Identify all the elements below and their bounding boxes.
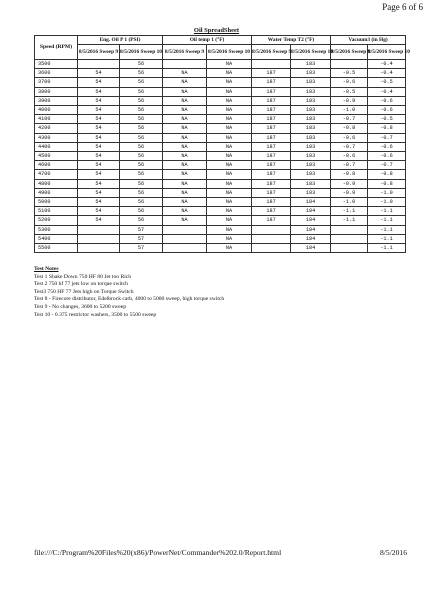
value-cell: -0.9: [331, 179, 368, 188]
value-cell: 54: [78, 115, 120, 124]
table-row: [35, 198, 406, 207]
value-cell: -0.8: [331, 170, 368, 179]
speed-cell: 4900: [35, 188, 78, 197]
value-cell: -0.8: [368, 170, 406, 179]
value-cell: [163, 225, 207, 234]
value-cell: 183: [291, 170, 331, 179]
oil-spreadsheet-table: [34, 35, 410, 253]
sub-header: 8/5/2016 Sweep 9: [163, 45, 207, 60]
value-cell: NA: [207, 225, 252, 234]
value-cell: -1.1: [368, 216, 406, 225]
value-cell: -1.0: [368, 188, 406, 197]
value-cell: NA: [207, 179, 252, 188]
value-cell: 187: [252, 179, 291, 188]
table-row: [35, 142, 406, 151]
sub-header: 8/5/2016 Sweep 10: [291, 45, 331, 60]
footer-file-path: file:///C:/Program%20Files%20(x86)/PowerNet/Commander%202.0/Report.html: [34, 548, 282, 557]
table-row: [35, 216, 406, 225]
value-cell: 183: [291, 78, 331, 87]
value-cell: NA: [207, 234, 252, 243]
value-cell: NA: [163, 96, 207, 105]
value-cell: 54: [78, 179, 120, 188]
value-cell: 187: [252, 69, 291, 78]
value-cell: [252, 225, 291, 234]
value-cell: NA: [207, 87, 252, 96]
value-cell: 183: [291, 106, 331, 115]
value-cell: 56: [120, 133, 163, 142]
value-cell: -0.8: [331, 124, 368, 133]
test-notes: [34, 266, 224, 319]
value-cell: -0.7: [331, 142, 368, 151]
value-cell: 183: [291, 161, 331, 170]
value-cell: 187: [252, 198, 291, 207]
value-cell: 56: [120, 69, 163, 78]
speed-cell: 4200: [35, 124, 78, 133]
value-cell: 184: [291, 207, 331, 216]
value-cell: 56: [120, 78, 163, 87]
value-cell: 54: [78, 207, 120, 216]
value-cell: [331, 225, 368, 234]
value-cell: NA: [163, 87, 207, 96]
table-row: [35, 234, 406, 243]
speed-cell: 3500: [35, 60, 78, 69]
value-cell: NA: [207, 115, 252, 124]
table-row: [35, 133, 406, 142]
value-cell: 183: [291, 142, 331, 151]
test-note-line: Test 2 750 hf 77 jets low on torque switch: [34, 281, 128, 288]
value-cell: NA: [207, 207, 252, 216]
speed-cell: 4600: [35, 161, 78, 170]
value-cell: [163, 60, 207, 69]
value-cell: 183: [291, 115, 331, 124]
value-cell: 187: [252, 188, 291, 197]
value-cell: 187: [252, 216, 291, 225]
value-cell: 183: [291, 60, 331, 69]
value-cell: NA: [207, 216, 252, 225]
value-cell: -1.1: [368, 234, 406, 243]
value-cell: NA: [207, 106, 252, 115]
value-cell: NA: [163, 142, 207, 151]
value-cell: 56: [120, 161, 163, 170]
table-row: [35, 106, 406, 115]
table-row: [35, 170, 406, 179]
table-row: [35, 78, 406, 87]
speed-cell: 3600: [35, 69, 78, 78]
table-row: [35, 124, 406, 133]
value-cell: -0.6: [368, 96, 406, 105]
value-cell: 57: [120, 244, 163, 253]
value-cell: NA: [207, 188, 252, 197]
value-cell: 187: [252, 87, 291, 96]
value-cell: 183: [291, 124, 331, 133]
value-cell: 54: [78, 96, 120, 105]
value-cell: NA: [163, 216, 207, 225]
value-cell: NA: [207, 198, 252, 207]
value-cell: -1.0: [331, 106, 368, 115]
value-cell: [252, 244, 291, 253]
table-row: [35, 161, 406, 170]
value-cell: 56: [120, 152, 163, 161]
speed-cell: 3900: [35, 96, 78, 105]
footer-date: 8/5/2016: [379, 548, 407, 557]
value-cell: 56: [120, 179, 163, 188]
value-cell: NA: [207, 161, 252, 170]
value-cell: NA: [163, 152, 207, 161]
value-cell: -0.4: [368, 69, 406, 78]
value-cell: 184: [291, 216, 331, 225]
value-cell: [252, 234, 291, 243]
value-cell: -0.5: [368, 115, 406, 124]
value-cell: -1.1: [368, 207, 406, 216]
value-cell: NA: [207, 142, 252, 151]
value-cell: 187: [252, 161, 291, 170]
table-row: [35, 87, 406, 96]
value-cell: -0.6: [331, 152, 368, 161]
value-cell: 183: [291, 96, 331, 105]
sub-header: 8/5/2016 Sweep 9: [331, 45, 368, 60]
value-cell: NA: [163, 170, 207, 179]
value-cell: 187: [252, 96, 291, 105]
value-cell: 54: [78, 161, 120, 170]
value-cell: 56: [120, 188, 163, 197]
value-cell: -0.5: [331, 69, 368, 78]
group-header-oil-temp: Oil temp 1 (°F): [163, 36, 252, 45]
value-cell: NA: [207, 170, 252, 179]
value-cell: NA: [163, 188, 207, 197]
speed-cell: 4300: [35, 133, 78, 142]
value-cell: NA: [163, 115, 207, 124]
table-row: [35, 152, 406, 161]
value-cell: 54: [78, 87, 120, 96]
value-cell: -0.6: [368, 142, 406, 151]
speed-cell: 5000: [35, 198, 78, 207]
value-cell: 56: [120, 142, 163, 151]
value-cell: -1.1: [368, 225, 406, 234]
value-cell: -0.6: [331, 78, 368, 87]
value-cell: 184: [291, 244, 331, 253]
value-cell: NA: [163, 133, 207, 142]
speed-cell: 5500: [35, 244, 78, 253]
value-cell: [78, 60, 120, 69]
value-cell: 54: [78, 142, 120, 151]
value-cell: -0.5: [331, 87, 368, 96]
value-cell: 187: [252, 124, 291, 133]
sub-header: 8/5/2016 Sweep 9: [78, 45, 120, 60]
speed-cell: 5300: [35, 225, 78, 234]
group-header-oil-pressure: Eng. Oil P 1 (PSI): [78, 36, 163, 45]
value-cell: NA: [207, 244, 252, 253]
value-cell: NA: [207, 78, 252, 87]
value-cell: 56: [120, 216, 163, 225]
value-cell: [78, 234, 120, 243]
value-cell: NA: [207, 60, 252, 69]
value-cell: 56: [120, 87, 163, 96]
speed-cell: 4100: [35, 115, 78, 124]
value-cell: 187: [252, 142, 291, 151]
value-cell: -0.6: [331, 133, 368, 142]
value-cell: 56: [120, 115, 163, 124]
value-cell: -0.6: [368, 152, 406, 161]
value-cell: NA: [163, 198, 207, 207]
group-header-vacuum: Vacuum3 (in Hg): [331, 36, 406, 45]
value-cell: 183: [291, 69, 331, 78]
test-note-line: Test 1 Shake Down 750 HF 80 Jet too Rich: [34, 273, 132, 280]
speed-cell: 3800: [35, 87, 78, 96]
value-cell: 183: [291, 179, 331, 188]
value-cell: -0.4: [368, 87, 406, 96]
value-cell: 56: [120, 198, 163, 207]
speed-cell: 4800: [35, 179, 78, 188]
value-cell: NA: [207, 124, 252, 133]
value-cell: 184: [291, 234, 331, 243]
value-cell: 184: [291, 198, 331, 207]
value-cell: -0.7: [368, 161, 406, 170]
value-cell: 54: [78, 152, 120, 161]
test-notes-heading: Test Notes: [34, 266, 59, 272]
table-row: [35, 96, 406, 105]
value-cell: NA: [163, 106, 207, 115]
value-cell: 54: [78, 133, 120, 142]
value-cell: 56: [120, 96, 163, 105]
value-cell: NA: [207, 152, 252, 161]
value-cell: 187: [252, 133, 291, 142]
value-cell: 184: [291, 225, 331, 234]
value-cell: [163, 234, 207, 243]
value-cell: 187: [252, 170, 291, 179]
sheet-title: Oil SpreadSheet: [193, 27, 240, 34]
value-cell: 187: [252, 207, 291, 216]
value-cell: -0.4: [368, 60, 406, 69]
value-cell: NA: [163, 207, 207, 216]
value-cell: 54: [78, 170, 120, 179]
value-cell: 56: [120, 207, 163, 216]
value-cell: NA: [163, 179, 207, 188]
value-cell: -0.7: [331, 115, 368, 124]
test-note-line: Test 9 - No changes, 3600 to 5200 sweep: [34, 303, 127, 310]
speed-cell: 3700: [35, 78, 78, 87]
speed-cell: 5100: [35, 207, 78, 216]
test-note-line: Test 8 - Firecore distributor, Edelbrock carb, 4000 to 5000 sweep, high torque switch: [34, 296, 225, 303]
value-cell: 54: [78, 216, 120, 225]
table-row: [35, 60, 406, 69]
speed-cell: 4700: [35, 170, 78, 179]
value-cell: 183: [291, 133, 331, 142]
value-cell: -1.0: [331, 198, 368, 207]
value-cell: 54: [78, 69, 120, 78]
speed-cell: 5400: [35, 234, 78, 243]
value-cell: -1.1: [368, 244, 406, 253]
value-cell: [163, 244, 207, 253]
value-cell: -0.9: [331, 96, 368, 105]
value-cell: NA: [207, 69, 252, 78]
value-cell: -1.1: [331, 216, 368, 225]
value-cell: 187: [252, 106, 291, 115]
value-cell: -1.1: [331, 207, 368, 216]
value-cell: 183: [291, 152, 331, 161]
value-cell: 56: [120, 124, 163, 133]
test-note-line: Test3 750 HF 77 Jets high on Torque Switch: [34, 288, 134, 295]
value-cell: 54: [78, 106, 120, 115]
value-cell: NA: [163, 78, 207, 87]
value-cell: [331, 60, 368, 69]
value-cell: 183: [291, 188, 331, 197]
speed-cell: 4500: [35, 152, 78, 161]
sub-header: 8/5/2016 Sweep 10: [207, 45, 252, 60]
speed-cell: 4000: [35, 106, 78, 115]
value-cell: -0.8: [368, 124, 406, 133]
value-cell: -0.5: [368, 78, 406, 87]
sub-header: 8/5/2016 Sweep 9: [252, 45, 291, 60]
value-cell: 56: [120, 106, 163, 115]
value-cell: 187: [252, 78, 291, 87]
value-cell: NA: [207, 96, 252, 105]
value-cell: -0.8: [368, 179, 406, 188]
speed-cell: 4400: [35, 142, 78, 151]
table-row: [35, 207, 406, 216]
value-cell: 54: [78, 124, 120, 133]
value-cell: [252, 60, 291, 69]
value-cell: -0.6: [368, 106, 406, 115]
table-row: [35, 179, 406, 188]
value-cell: 183: [291, 87, 331, 96]
sub-header: 8/5/2016 Sweep 10: [120, 45, 163, 60]
value-cell: 57: [120, 225, 163, 234]
value-cell: NA: [163, 124, 207, 133]
value-cell: 54: [78, 198, 120, 207]
value-cell: -0.7: [368, 133, 406, 142]
page-number: Page 6 of 6: [382, 2, 423, 12]
speed-cell: 5200: [35, 216, 78, 225]
value-cell: NA: [207, 133, 252, 142]
value-cell: [331, 234, 368, 243]
value-cell: -1.0: [368, 198, 406, 207]
value-cell: -0.7: [331, 161, 368, 170]
value-cell: [331, 244, 368, 253]
value-cell: [78, 244, 120, 253]
value-cell: 187: [252, 115, 291, 124]
table-row: [35, 225, 406, 234]
value-cell: NA: [163, 161, 207, 170]
value-cell: [78, 225, 120, 234]
value-cell: 57: [120, 234, 163, 243]
value-cell: -0.9: [331, 188, 368, 197]
speed-header: Speed (RPM): [35, 36, 78, 60]
value-cell: 54: [78, 78, 120, 87]
test-note-line: Test 10 - 0.375 restrictor washers, 3500 to 5500 sweep: [34, 311, 157, 318]
value-cell: 187: [252, 152, 291, 161]
table-row: [35, 244, 406, 253]
group-header-water-temp: Water Temp T2 (°F): [252, 36, 331, 45]
value-cell: 56: [120, 60, 163, 69]
table-row: [35, 115, 406, 124]
value-cell: 54: [78, 188, 120, 197]
table-row: [35, 188, 406, 197]
value-cell: NA: [163, 69, 207, 78]
value-cell: 56: [120, 170, 163, 179]
sub-header: 8/5/2016 Sweep 10: [368, 45, 406, 60]
table-row: [35, 69, 406, 78]
